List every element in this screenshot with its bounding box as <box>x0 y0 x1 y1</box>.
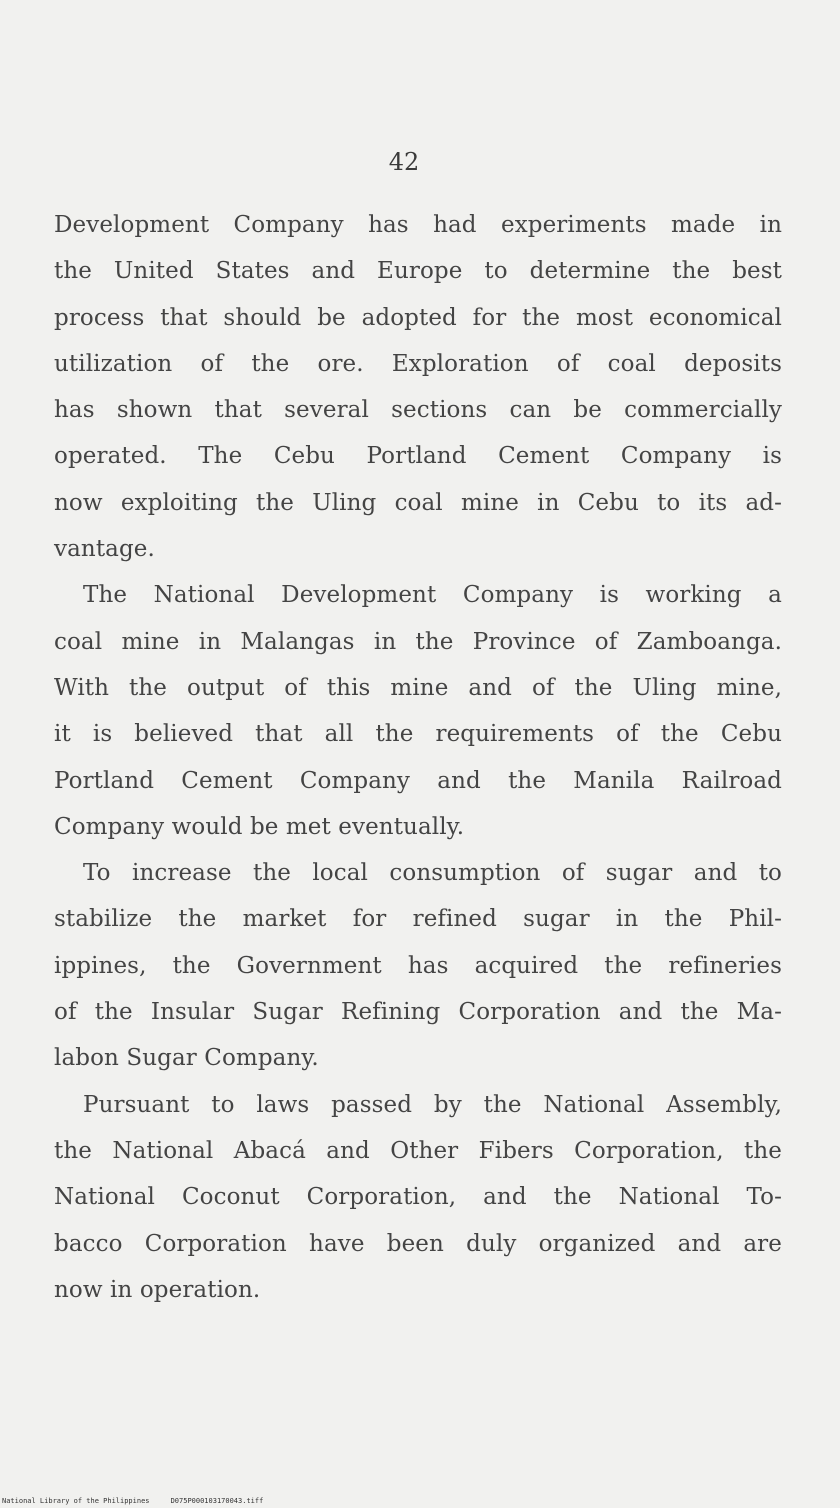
text-line: of the Insular Sugar Refining Corporation and the Ma- <box>54 999 782 1026</box>
text-line: Portland Cement Company and the Manila Railroad <box>54 767 782 794</box>
text-line: coal mine in Malangas in the Province of Zamboanga. <box>54 628 782 655</box>
text-line: Company would be met eventually. <box>54 813 465 840</box>
text-line: operated. The Cebu Portland Cement Company is <box>54 443 782 470</box>
text-line: labon Sugar Company. <box>54 1045 319 1072</box>
text-line: To increase the local consumption of sugar and to <box>83 860 782 887</box>
text-line: utilization of the ore. Exploration of coal deposits <box>54 350 782 377</box>
text-line: Pursuant to laws passed by the National Assembly, <box>83 1091 782 1118</box>
text-line: National Coconut Corporation, and the National To- <box>54 1184 782 1211</box>
text-line: ippines, the Government has acquired the refineries <box>54 952 782 979</box>
text-line: Development Company has had experiments made in <box>54 212 782 238</box>
text-line: now exploiting the Uling coal mine in Cebu to its ad- <box>54 489 782 516</box>
text-line: it is believed that all the requirements of the Cebu <box>54 721 782 748</box>
text-line: bacco Corporation have been duly organized and are <box>54 1230 782 1257</box>
text-line: process that should be adopted for the most economical <box>54 304 782 331</box>
text-line: the United States and Europe to determine the best <box>54 258 782 285</box>
page-number: 42 <box>388 148 420 176</box>
text-line: stabilize the market for refined sugar in the Phil- <box>54 906 782 933</box>
text-line: With the output of this mine and of the Uling mine, <box>54 674 782 701</box>
text-line: vantage. <box>54 536 155 563</box>
text-line: now in operation. <box>54 1276 261 1303</box>
text-line: The National Development Company is working a <box>83 582 782 609</box>
footer-filename: D075P000103170043.tiff <box>170 1497 264 1505</box>
text-line: the National Abacá and Other Fibers Corporation, the <box>54 1137 782 1164</box>
body-text <box>54 202 782 1313</box>
text-line: has shown that several sections can be commercially <box>54 397 782 424</box>
footer-source: National Library of the Philippines <box>2 1497 150 1505</box>
scan-footer <box>2 1497 263 1506</box>
